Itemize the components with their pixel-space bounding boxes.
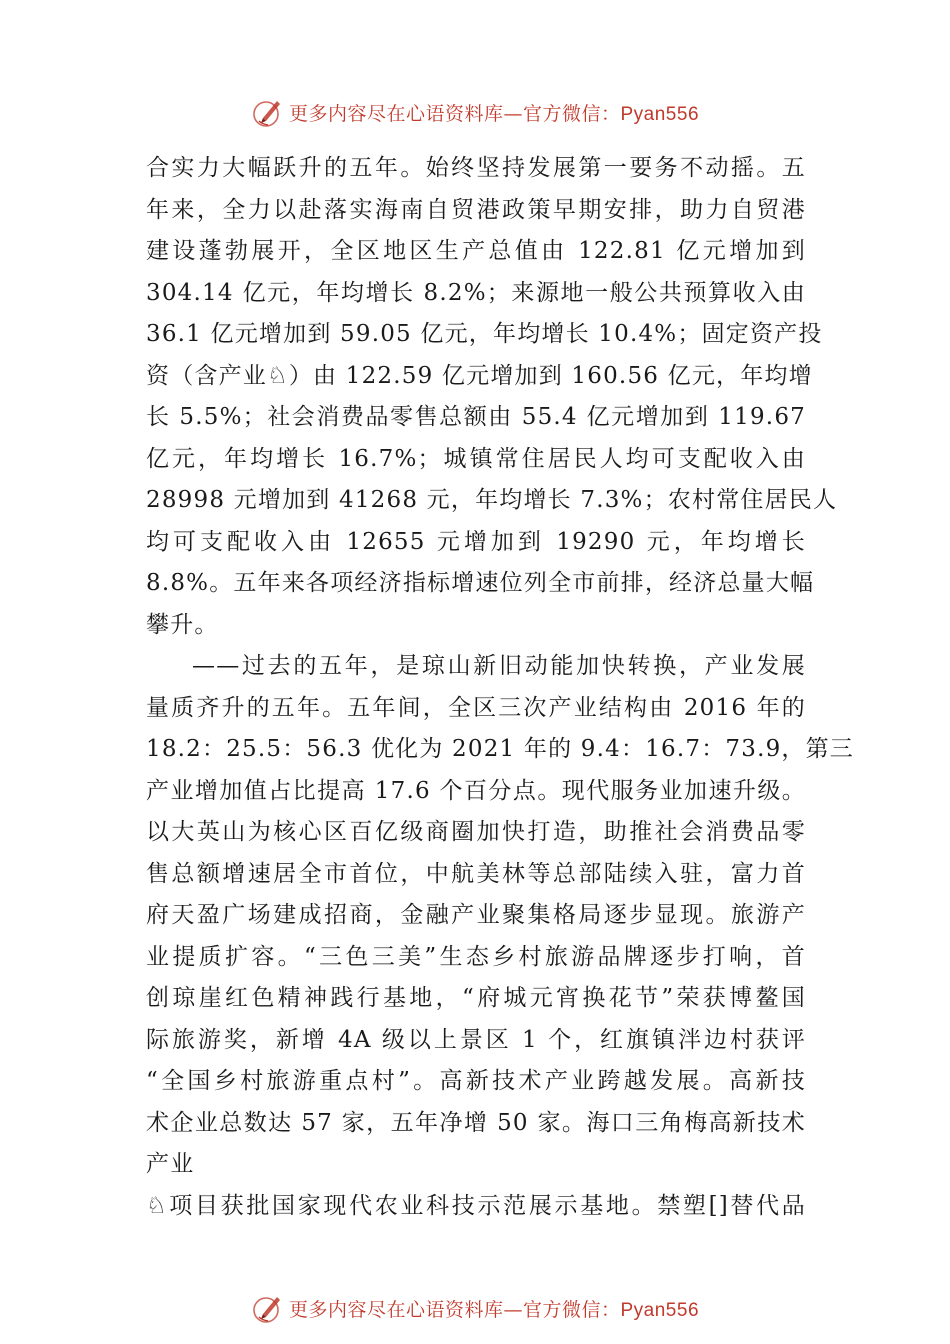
text-line: 业提质扩容。“三色三美”生态乡村旅游品牌逐步打响，首 <box>146 943 806 970</box>
text-line: 术企业总数达 57 家，五年净增 50 家。海口三角梅高新技术 <box>146 1109 806 1136</box>
watermark-tail: 官方微信： <box>522 102 621 125</box>
text-line: 建设蓬勃展开，全区地区生产总值由 122.81 亿元增加到 <box>146 238 806 264</box>
text-line: ♘项目获批国家现代农业科技示范展示基地。禁塑[]替代品 <box>146 1192 806 1219</box>
text-line: 产业 <box>146 1151 195 1177</box>
text-line: 36.1 亿元增加到 59.05 亿元，年均增长 10.4%；固定资产投 <box>146 321 823 347</box>
pen-logo-icon <box>251 1291 285 1325</box>
text-line: 8.8%。五年来各项经济指标增速位列全市前排，经济总量大幅 <box>146 570 815 596</box>
text-line: 均可支配收入由 12655 元增加到 19290 元，年均增长 <box>146 528 806 555</box>
text-line: 合实力大幅跃升的五年。始终坚持发展第一要务不动摇。五 <box>146 155 806 181</box>
document-body <box>146 148 855 1227</box>
watermark-wechat-id: Pyan556 <box>620 1299 700 1321</box>
watermark-wechat-id: Pyan556 <box>620 103 700 125</box>
text-line: 以大英山为核心区百亿级商圈加快打造，助推社会消费品零 <box>146 819 806 845</box>
text-line: 304.14 亿元，年均增长 8.2%；来源地一般公共预算收入由 <box>146 279 806 306</box>
text-line: 亿元，年均增长 16.7%；城镇常住居民人均可支配收入由 <box>146 445 806 472</box>
text-line: 28998 元增加到 41268 元，年均增长 7.3%；农村常住居民人 <box>146 487 838 513</box>
watermark-header <box>0 92 950 132</box>
watermark-main: 更多内容尽在心语资料库— <box>288 102 523 125</box>
text-line: 创琼崖红色精神践行基地，“府城元宵换花节”荣获博鳌国 <box>146 985 806 1011</box>
watermark-text <box>289 1295 699 1322</box>
text-line: 售总额增速居全市首位，中航美林等总部陆续入驻，富力首 <box>146 860 806 887</box>
text-line: 量质齐升的五年。五年间，全区三次产业结构由 2016 年的 <box>146 694 806 721</box>
text-line: 攀升。 <box>146 611 219 638</box>
text-line: 18.2：25.5：56.3 优化为 2021 年的 9.4：16.7：73.9，第三 <box>146 736 855 762</box>
watermark-tail: 官方微信： <box>522 1298 621 1321</box>
watermark-footer <box>0 1288 950 1328</box>
text-line: 年来，全力以赴落实海南自贸港政策早期安排，助力自贸港 <box>146 196 806 223</box>
text-line: “全国乡村旅游重点村”。高新技术产业跨越发展。高新技 <box>146 1068 806 1094</box>
text-line: 长 5.5%；社会消费品零售总额由 55.4 亿元增加到 119.67 <box>146 404 806 430</box>
text-line: 际旅游奖，新增 4A 级以上景区 1 个，红旗镇泮边村获评 <box>146 1026 806 1053</box>
pen-logo-icon <box>251 95 285 129</box>
watermark-text <box>289 99 699 126</box>
text-line: 产业增加值占比提高 17.6 个百分点。现代服务业加速升级。 <box>146 777 806 804</box>
watermark-main: 更多内容尽在心语资料库— <box>288 1298 523 1321</box>
text-line: 府天盈广场建成招商，金融产业聚集格局逐步显现。旅游产 <box>146 902 806 928</box>
text-line: 资（含产业♘）由 122.59 亿元增加到 160.56 亿元，年均增 <box>146 362 813 389</box>
text-line: ——过去的五年，是琼山新旧动能加快转换，产业发展 <box>192 653 806 679</box>
